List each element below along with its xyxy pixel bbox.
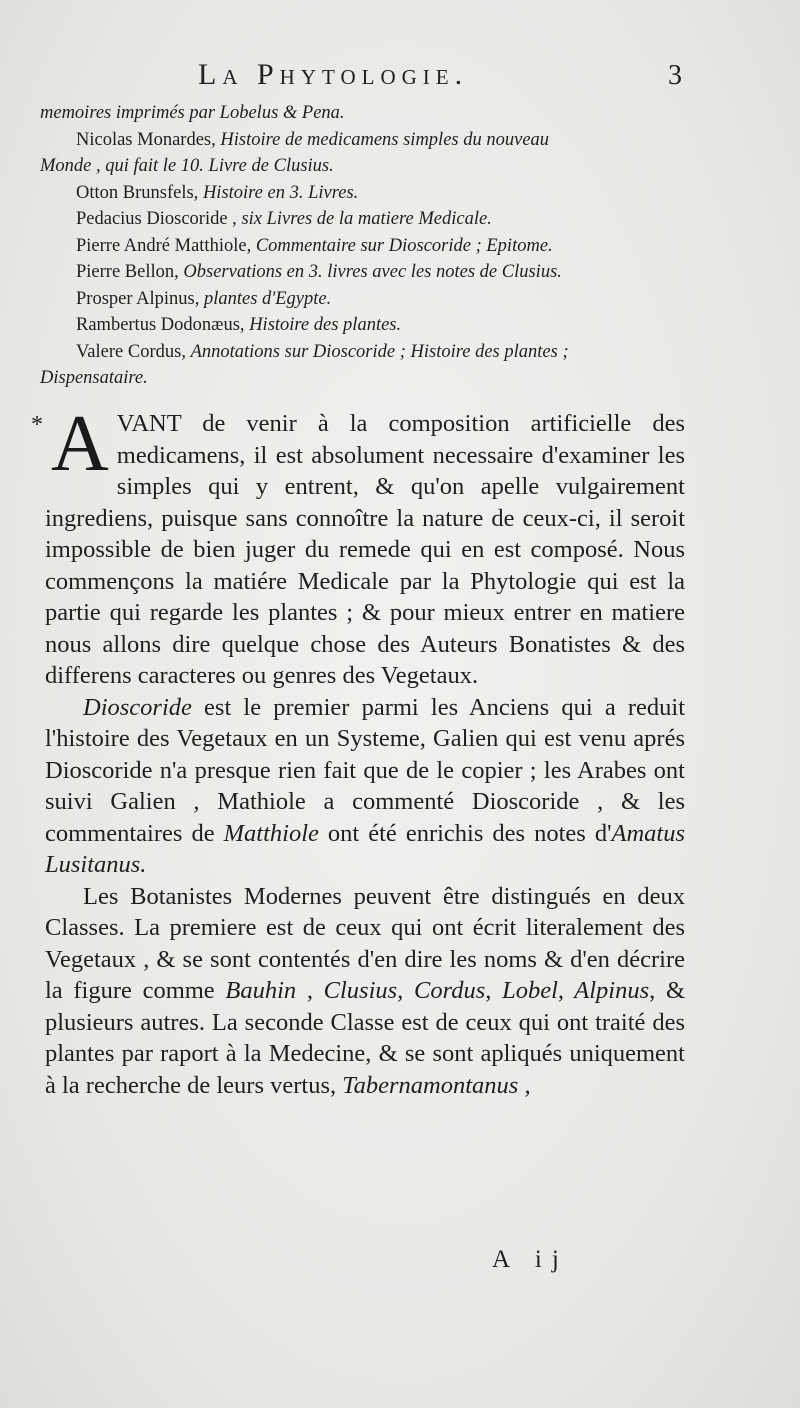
reference-author: Valere Cordus, <box>76 341 191 362</box>
drop-cap: A <box>51 400 109 488</box>
author-name: Matthiole <box>223 819 319 847</box>
signature-mark: A ij <box>492 1246 569 1273</box>
main-text <box>31 400 685 1101</box>
reference-line <box>40 339 690 366</box>
reference-title: Histoire des plantes. <box>249 315 402 335</box>
paragraph-2-text: est le premier parmi les Anciens qui a reduit l'histoire des Vegetaux en un Systeme, Galien qui est venu aprés Dioscoride n'a presque rien fait que de le copier ; les Arabes ont suivi Galien , Mathiole a commenté Dioscoride , & les commentaires de <box>45 693 685 847</box>
paragraph-2-text: ont été enrichis des notes d' <box>318 819 612 847</box>
reference-line <box>40 153 690 180</box>
reference-line <box>40 206 690 233</box>
reference-title: six Livres de la matiere Medicale. <box>241 209 492 229</box>
reference-title: Histoire en 3. Livres. <box>202 182 359 203</box>
footnote-mark: * <box>31 412 43 438</box>
reference-title: Observations en 3. livres avec les notes de Clusius. <box>183 262 562 282</box>
reference-line <box>40 312 690 339</box>
reference-author: Prosper Alpinus, <box>76 288 204 309</box>
reference-line <box>40 127 690 154</box>
reference-line <box>40 259 690 286</box>
paragraph-2 <box>45 692 685 881</box>
paragraph-3 <box>45 881 685 1102</box>
reference-author: Rambertus Dodonæus, <box>76 315 250 335</box>
reference-author: Pierre Bellon, <box>76 262 184 282</box>
paragraph-1 <box>31 400 685 692</box>
reference-title: Dispensataire. <box>40 368 148 388</box>
reference-title: Commentaire sur Dioscoride ; Epitome. <box>255 235 553 256</box>
reference-title: memoires imprimés par Lobelus & Pena. <box>40 103 345 123</box>
reference-title: Histoire de medicamens simples du nouveau <box>220 129 550 150</box>
reference-line <box>40 365 690 392</box>
page-number: 3 <box>668 60 682 91</box>
reference-list <box>40 100 690 392</box>
paragraph-1-text: VANT de venir à la composition artificielle des medicamens, il est absolument necessaire d'examiner les simples qui y entrent, & qu'on apelle vulgairement ingrediens, puisque sans connoître la nature de ceux-ci, il seroit impossible de bien juger du remede qui en est composé. Nous commençons la matiére Medicale par la Phytologie qui est la partie qui regarde les plantes ; & pour mieux entrer en matiere nous allons dire quelque chose des Auteurs Bonatistes & des differens caracteres ou genres des Vegetaux. <box>45 410 685 689</box>
reference-title: Annotations sur Dioscoride ; Histoire des plantes ; <box>190 341 569 362</box>
running-title: La Phytologie. <box>198 58 469 91</box>
paragraph-3-text: Les Botanistes Modernes peuvent être distingués en deux Classes. La premiere est de ceux qui ont écrit literalement des Vegetaux , & se sont contentés d'en dire les noms & d'en décrire la figure comme <box>45 882 685 1004</box>
reference-author: Pierre André Matthiole, <box>76 235 256 256</box>
reference-author: Nicolas Monardes, <box>76 129 221 150</box>
reference-line <box>40 100 690 127</box>
paragraph-3-text: , & plusieurs autres. La seconde Classe est de ceux qui ont traité des plantes par raport à la Medecine, & se sont apliqués uniquement à la recherche de leurs vertus, <box>45 977 685 1099</box>
reference-author: Otton Brunsfels, <box>76 182 203 203</box>
author-name: Amatus Lusitanus. <box>45 819 685 878</box>
reference-line <box>40 180 690 207</box>
author-names: Bauhin , Clusius, Cordus, Lobel, Alpinus <box>225 977 650 1004</box>
reference-title: plantes d'Egypte. <box>203 288 332 309</box>
author-name: Tabernamontanus , <box>342 1071 531 1099</box>
reference-author: Pedacius Dioscoride , <box>76 209 242 229</box>
reference-line <box>40 233 690 260</box>
reference-line <box>40 286 690 313</box>
reference-title: Monde , qui fait le 10. Livre de Clusius. <box>40 156 334 176</box>
page-header <box>0 58 800 98</box>
author-name: Dioscoride <box>83 693 192 721</box>
